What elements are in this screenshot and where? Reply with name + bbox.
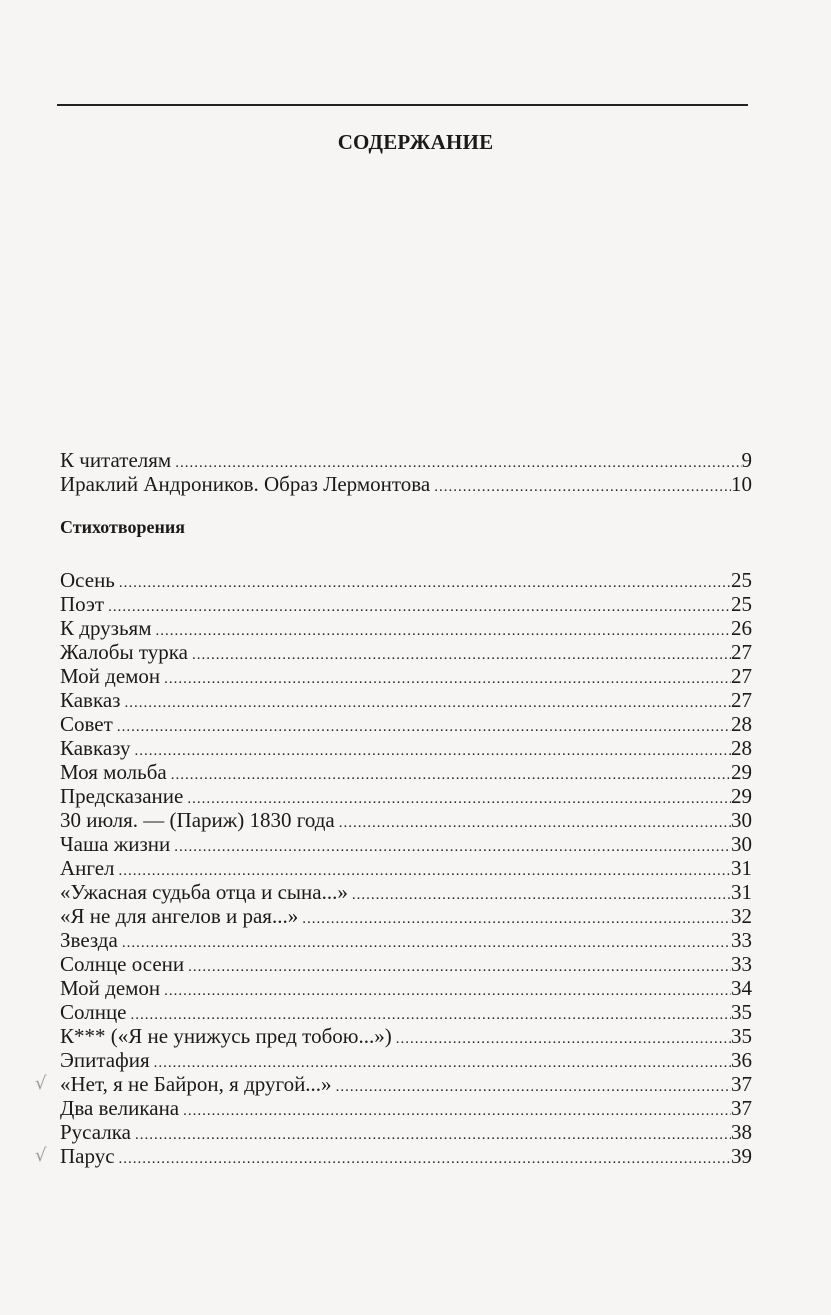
entry-title: «Нет, я не Байрон, я другой...» xyxy=(60,1072,332,1096)
entry-page-number: 27 xyxy=(731,640,752,664)
entry-page-number: 30 xyxy=(731,808,752,832)
entry-page-number: 29 xyxy=(731,784,752,808)
toc-entry xyxy=(60,976,752,1000)
entry-page-number: 30 xyxy=(731,832,752,856)
entry-page-number: 26 xyxy=(731,616,752,640)
entry-page-number: 25 xyxy=(731,568,752,592)
toc-entry xyxy=(60,712,752,736)
entry-page-number: 10 xyxy=(731,472,752,496)
entry-title: «Я не для ангелов и рая...» xyxy=(60,904,299,928)
toc-entry xyxy=(60,760,752,784)
entry-title: Кавказ xyxy=(60,688,121,712)
entry-title: К читателям xyxy=(60,448,172,472)
entry-page-number: 35 xyxy=(731,1024,752,1048)
entry-page-number: 37 xyxy=(731,1072,752,1096)
section-heading: Стихотворения xyxy=(60,517,185,537)
checkmark-icon: √ xyxy=(35,1145,47,1166)
entry-title: Кавказу xyxy=(60,736,131,760)
entry-page-number: 32 xyxy=(731,904,752,928)
toc-entry xyxy=(60,472,752,496)
toc-entry xyxy=(35,1072,752,1096)
entry-title: Русалка xyxy=(60,1120,131,1144)
entry-page-number: 34 xyxy=(731,976,752,1000)
toc-entry xyxy=(60,568,752,592)
toc-entry xyxy=(60,664,752,688)
entry-title: Парус xyxy=(60,1144,115,1168)
toc-entry xyxy=(60,736,752,760)
entry-title: Чаша жизни xyxy=(60,832,171,856)
entry-page-number: 33 xyxy=(731,928,752,952)
poems-list xyxy=(35,568,752,1168)
entry-title: Моя мольба xyxy=(60,760,167,784)
entry-title: Ангел xyxy=(60,856,115,880)
toc-entry xyxy=(60,448,752,472)
entry-page-number: 29 xyxy=(731,760,752,784)
entry-title: 30 июля. — (Париж) 1830 года xyxy=(60,808,335,832)
entry-title: Совет xyxy=(60,712,113,736)
toc-entry xyxy=(60,856,752,880)
entry-title: Мой демон xyxy=(60,664,161,688)
page-title: СОДЕРЖАНИЕ xyxy=(337,130,494,154)
toc-entry xyxy=(60,1024,752,1048)
entry-page-number: 35 xyxy=(731,1000,752,1024)
entry-title: Поэт xyxy=(60,592,105,616)
entry-title: Два великана xyxy=(60,1096,180,1120)
entry-page-number: 38 xyxy=(731,1120,752,1144)
toc-entry xyxy=(60,1096,752,1120)
entry-title: Осень xyxy=(60,568,115,592)
entry-page-number: 27 xyxy=(731,664,752,688)
entry-title: Эпитафия xyxy=(60,1048,150,1072)
toc-entry xyxy=(60,880,752,904)
entry-title: «Ужасная судьба отца и сына...» xyxy=(60,880,348,904)
entry-title: Предсказание xyxy=(60,784,184,808)
toc-entry xyxy=(60,808,752,832)
entry-page-number: 37 xyxy=(731,1096,752,1120)
header-rule xyxy=(57,104,748,106)
checkmark-icon: √ xyxy=(35,1073,47,1094)
toc-entry xyxy=(60,952,752,976)
toc-entry xyxy=(60,1048,752,1072)
entry-title: К*** («Я не унижусь пред тобою...») xyxy=(60,1024,392,1048)
toc-entry xyxy=(60,688,752,712)
dot-leader xyxy=(434,475,731,499)
entry-page-number: 36 xyxy=(731,1048,752,1072)
toc-entry xyxy=(60,832,752,856)
entry-page-number: 31 xyxy=(731,856,752,880)
toc-entry xyxy=(35,1144,752,1168)
toc-entry xyxy=(60,784,752,808)
entry-title: Ираклий Андроников. Образ Лермонтова xyxy=(60,472,431,496)
toc-entry xyxy=(60,1120,752,1144)
entry-page-number: 9 xyxy=(741,448,752,472)
entry-title: Жалобы турка xyxy=(60,640,188,664)
entry-page-number: 27 xyxy=(731,688,752,712)
entry-title: Звезда xyxy=(60,928,118,952)
entry-title: Солнце xyxy=(60,1000,127,1024)
toc-entry xyxy=(60,928,752,952)
dot-leader xyxy=(119,1147,731,1171)
toc-entry xyxy=(60,640,752,664)
entry-page-number: 28 xyxy=(731,736,752,760)
entry-title: Солнце осени xyxy=(60,952,185,976)
entry-page-number: 25 xyxy=(731,592,752,616)
entry-page-number: 39 xyxy=(731,1144,752,1168)
toc-entry xyxy=(60,904,752,928)
entry-title: К друзьям xyxy=(60,616,152,640)
entry-page-number: 33 xyxy=(731,952,752,976)
entry-title: Мой демон xyxy=(60,976,161,1000)
toc-entry xyxy=(60,1000,752,1024)
entry-page-number: 31 xyxy=(731,880,752,904)
entry-page-number: 28 xyxy=(731,712,752,736)
toc-entry xyxy=(60,592,752,616)
intro-list xyxy=(60,448,752,496)
toc-entry xyxy=(60,616,752,640)
